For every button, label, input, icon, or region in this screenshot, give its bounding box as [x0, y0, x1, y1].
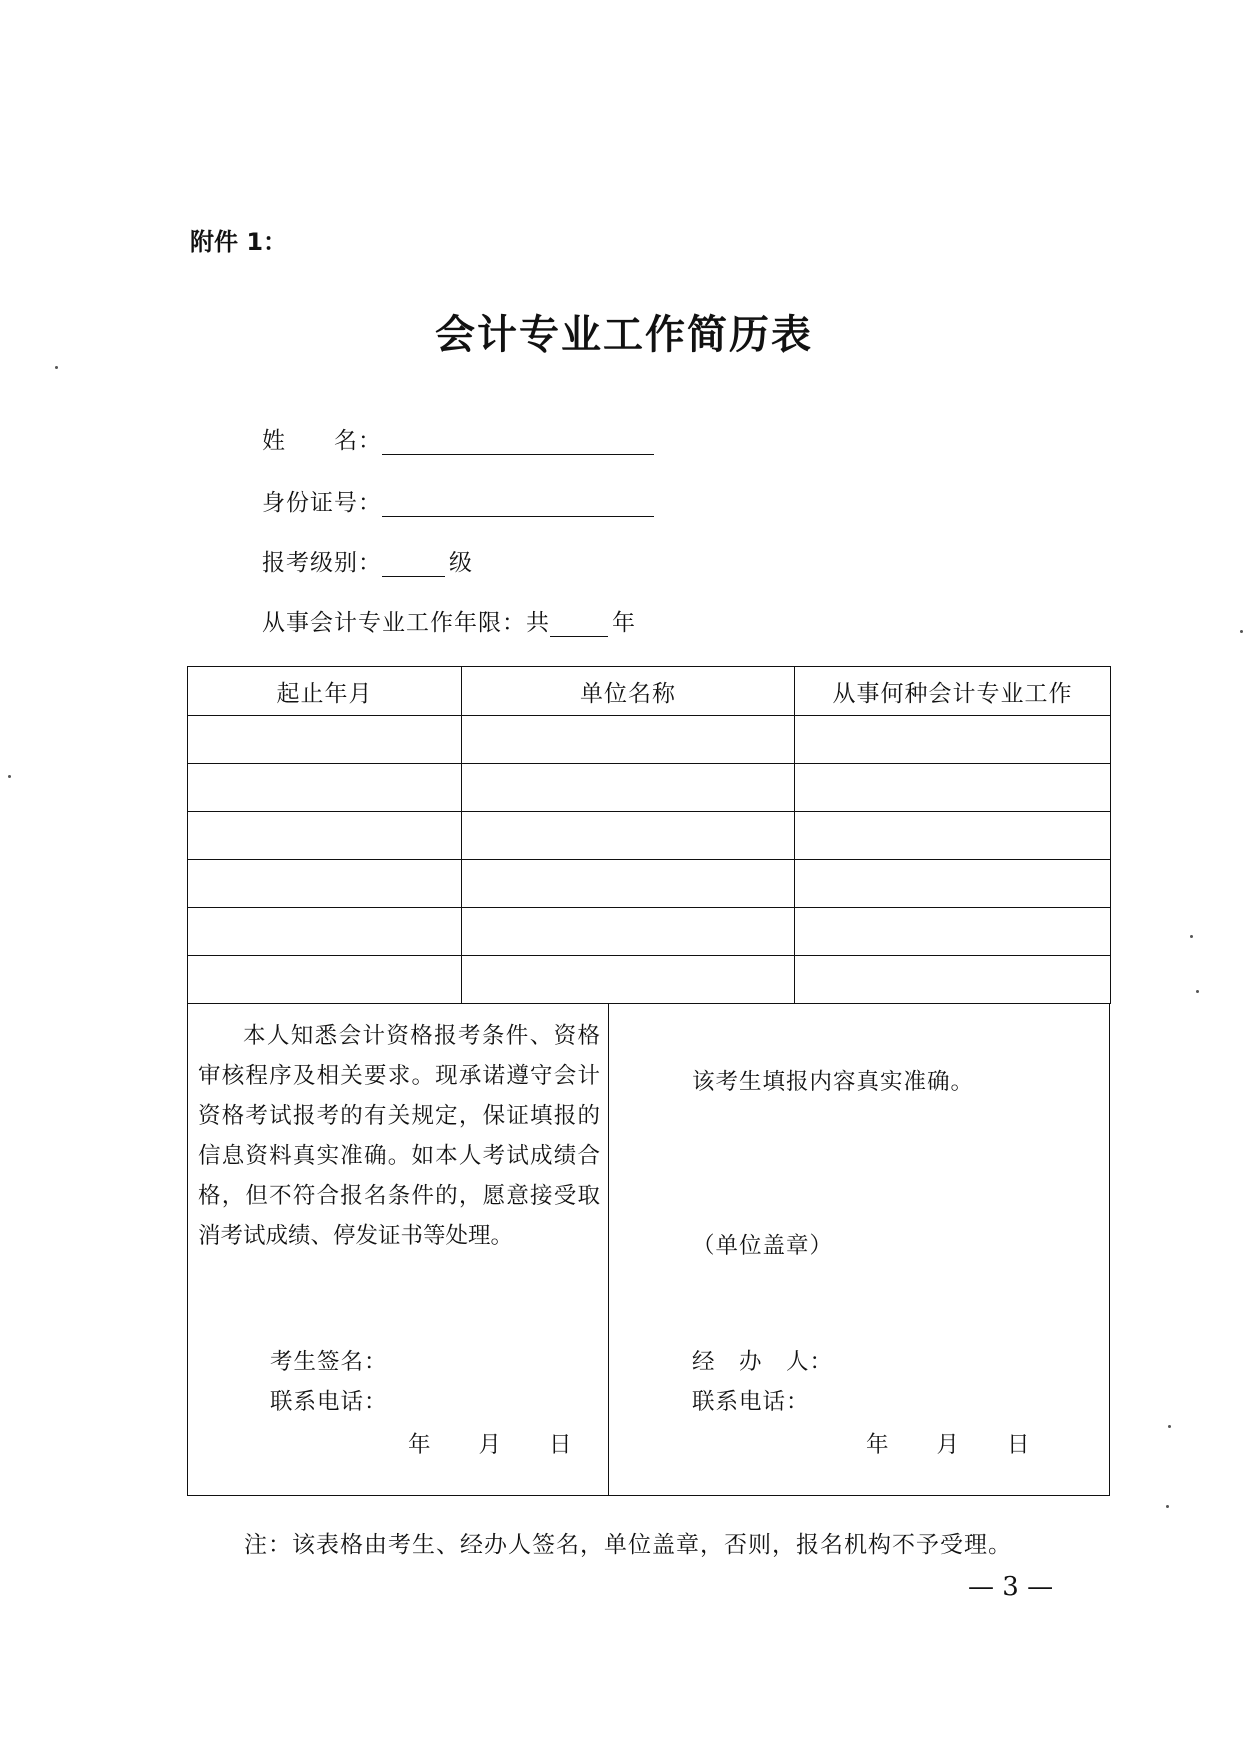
scan-speck — [1168, 1425, 1171, 1428]
table-row — [188, 764, 1111, 812]
handler-label: 经 办 人： — [692, 1349, 834, 1375]
unit-date: 年 月 日 — [866, 1432, 1031, 1458]
candidate-phone-label: 联系电话： — [270, 1389, 388, 1415]
table-row — [188, 716, 1111, 764]
header-work-type: 从事何种会计专业工作 — [795, 667, 1111, 716]
level-label: 报考级别： — [262, 550, 382, 576]
id-label: 身份证号： — [262, 490, 382, 516]
candidate-pledge-text: 本人知悉会计资格报考条件、资格审核程序及相关要求。现承诺遵守会计资格考试报考的有关规定，保证填报的信息资料真实准确。如本人考试成绩合格，但不符合报名条件的，愿意接受取消考试成绩、停发证书等处理。 — [198, 1023, 600, 1249]
table-cell[interactable] — [188, 716, 462, 764]
years-input-line[interactable] — [550, 612, 608, 637]
years-label: 从事会计专业工作年限：共 — [262, 610, 550, 636]
name-label: 姓 名： — [262, 428, 382, 454]
level-suffix: 级 — [449, 550, 472, 576]
scan-speck — [55, 366, 58, 369]
table-cell[interactable] — [462, 908, 795, 956]
page-number: — 3 — — [968, 1572, 1054, 1602]
level-input-line[interactable] — [382, 552, 445, 577]
table-cell[interactable] — [188, 860, 462, 908]
work-history-table — [187, 666, 1111, 1004]
table-row — [188, 860, 1111, 908]
header-employer: 单位名称 — [462, 667, 795, 716]
candidate-date: 年 月 日 — [408, 1432, 573, 1458]
name-input-line[interactable] — [382, 430, 654, 455]
unit-confirm-text: 该考生填报内容真实准确。 — [692, 1069, 975, 1095]
table-cell[interactable] — [462, 764, 795, 812]
table-cell[interactable] — [188, 908, 462, 956]
declaration-section — [187, 1004, 1110, 1496]
table-cell[interactable] — [795, 812, 1111, 860]
scan-speck — [1166, 1505, 1169, 1508]
unit-phone-label: 联系电话： — [692, 1389, 810, 1415]
candidate-signature-label: 考生签名： — [270, 1349, 388, 1375]
table-header-row — [188, 667, 1111, 716]
section-divider — [608, 1004, 609, 1495]
table-cell[interactable] — [188, 764, 462, 812]
table-cell[interactable] — [795, 716, 1111, 764]
level-field — [262, 544, 472, 577]
table-cell[interactable] — [188, 812, 462, 860]
table-cell[interactable] — [462, 956, 795, 1004]
name-field — [262, 422, 654, 455]
table-cell[interactable] — [462, 812, 795, 860]
scan-speck — [1196, 990, 1199, 993]
footer-note: 注：该表格由考生、经办人签名，单位盖章，否则，报名机构不予受理。 — [244, 1532, 1012, 1558]
table-row — [188, 908, 1111, 956]
id-input-line[interactable] — [382, 492, 654, 517]
scan-speck — [1190, 935, 1193, 938]
table-cell[interactable] — [795, 764, 1111, 812]
table-row — [188, 956, 1111, 1004]
table-cell[interactable] — [462, 716, 795, 764]
table-cell[interactable] — [462, 860, 795, 908]
scan-speck — [1240, 630, 1243, 633]
form-title: 会计专业工作简历表 — [435, 311, 813, 358]
attachment-label: 附件 1： — [190, 228, 288, 256]
id-field — [262, 484, 654, 517]
header-period: 起止年月 — [188, 667, 462, 716]
table-cell[interactable] — [188, 956, 462, 1004]
years-field — [262, 604, 635, 637]
table-cell[interactable] — [795, 956, 1111, 1004]
scan-speck — [8, 775, 11, 778]
unit-stamp-label: （单位盖章） — [692, 1233, 834, 1259]
table-cell[interactable] — [795, 860, 1111, 908]
table-cell[interactable] — [795, 908, 1111, 956]
table-row — [188, 812, 1111, 860]
years-suffix: 年 — [612, 610, 635, 636]
